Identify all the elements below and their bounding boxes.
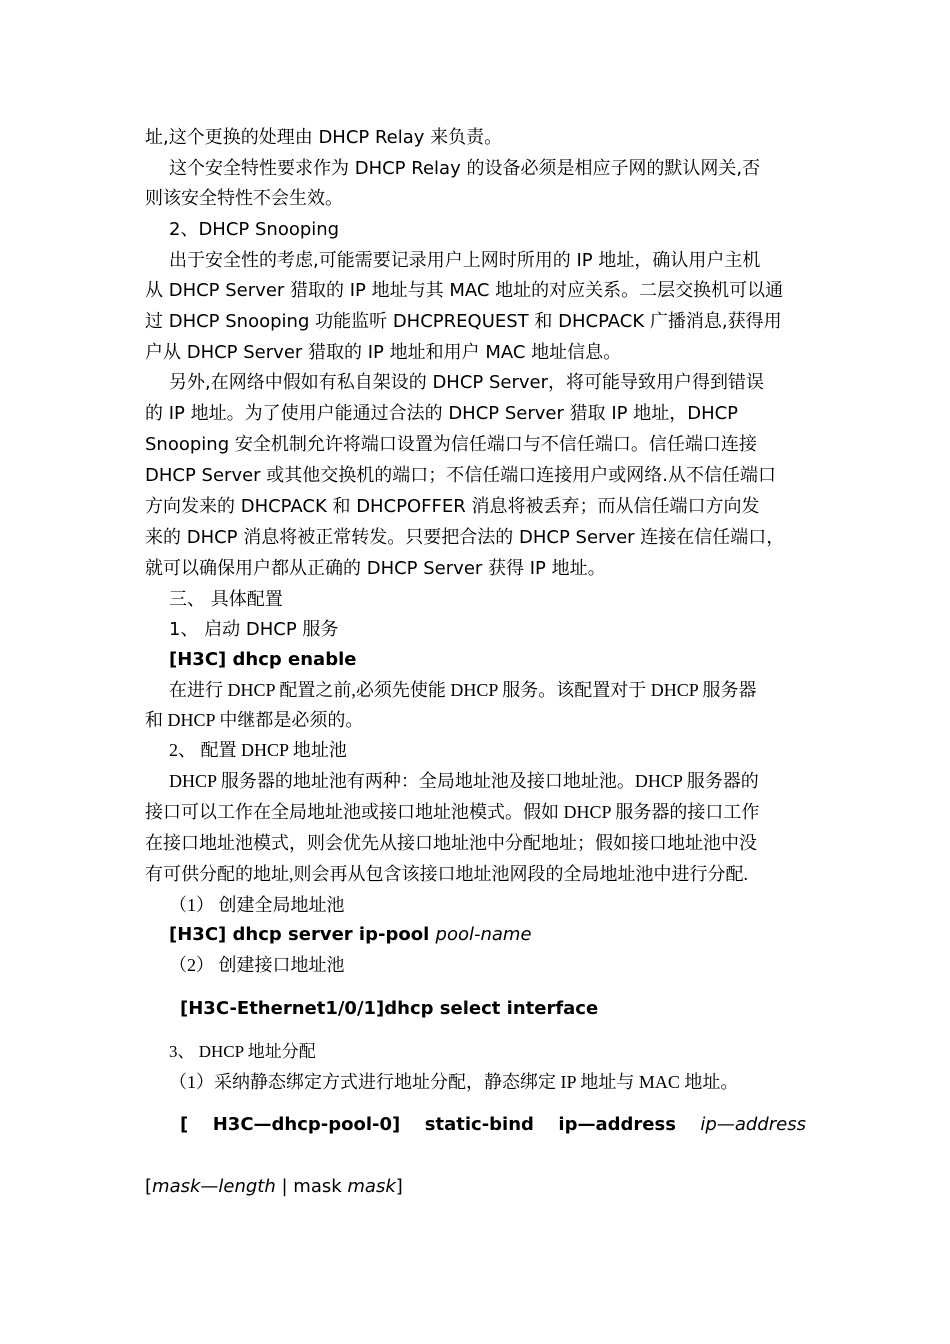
command-parameter: ip—address — [700, 1114, 806, 1135]
command-line: [H3C] dhcp enable — [169, 649, 357, 670]
command-line — [145, 1175, 403, 1199]
text-line: 则该安全特性不会生效。 — [145, 188, 343, 209]
text-line: DHCP Server 或其他交换机的端口；不信任端口连接用户或网络.从不信任端口 — [145, 465, 777, 486]
command-text: [ — [180, 1114, 189, 1135]
command-text: H3C—dhcp-pool-0] — [212, 1114, 401, 1135]
text-line: 从 DHCP Server 猎取的 IP 地址与其 MAC 地址的对应关系。二层交换机可以通 — [145, 280, 784, 301]
section-heading: 2、DHCP Snooping — [169, 219, 340, 240]
text-line: 址,这个更换的处理由 DHCP Relay 来负责。 — [145, 127, 503, 148]
command-line — [169, 923, 532, 947]
text-line: 另外,在网络中假如有私自架设的 DHCP Server，将可能导致用户得到错误 — [169, 372, 765, 393]
command-line: [H3C-Ethernet1/0/1]dhcp select interface — [180, 998, 599, 1019]
text-line: 在接口地址池模式，则会优先从接口地址池中分配地址；假如接口地址池中没 — [145, 833, 757, 853]
text-line: 方向发来的 DHCPACK 和 DHCPOFFER 消息将被丢弃；而从信任端口方向发 — [145, 496, 760, 517]
list-item-heading: （2） 创建接口地址池 — [169, 955, 345, 975]
command-text: ip—address — [558, 1114, 676, 1135]
text-line: 这个安全特性要求作为 DHCP Relay 的设备必须是相应子网的默认网关,否 — [169, 158, 761, 179]
text-line: Snooping 安全机制允许将端口设置为信任端口与不信任端口。信任端口连接 — [145, 434, 757, 455]
subsection-heading: 3、 DHCP 地址分配 — [169, 1042, 316, 1061]
list-item-heading: （1） 创建全局地址池 — [169, 895, 345, 915]
text-line: 户从 DHCP Server 猎取的 IP 地址和用户 MAC 地址信息。 — [145, 342, 622, 363]
text-line: 出于安全性的考虑,可能需要记录用户上网时所用的 IP 地址，确认用户主机 — [169, 250, 761, 271]
command-text: | mask — [275, 1176, 348, 1197]
subsection-heading: 1、 启动 DHCP 服务 — [169, 619, 339, 640]
command-text: [ — [145, 1176, 153, 1197]
section-heading: 三、 具体配置 — [169, 589, 283, 610]
text-line: DHCP 服务器的地址池有两种：全局地址池及接口地址池。DHCP 服务器的 — [169, 771, 759, 791]
command-text: [H3C] dhcp server ip-pool — [169, 924, 430, 945]
command-parameter: mask — [347, 1176, 396, 1197]
text-line: 接口可以工作在全局地址池或接口地址池模式。假如 DHCP 服务器的接口工作 — [145, 802, 760, 822]
text-line: 来的 DHCP 消息将被正常转发。只要把合法的 DHCP Server 连接在信任端口， — [145, 527, 785, 548]
command-line — [180, 1113, 806, 1137]
text-line: 有可供分配的地址,则会再从包含该接口地址池网段的全局地址池中进行分配. — [145, 864, 748, 884]
command-text: static-bind — [424, 1114, 534, 1135]
command-parameter: pool-name — [435, 924, 532, 945]
command-text: ] — [395, 1176, 403, 1197]
text-line: 就可以确保用户都从正确的 DHCP Server 获得 IP 地址。 — [145, 558, 606, 579]
text-line: （1）采纳静态绑定方式进行地址分配，静态绑定 IP 地址与 MAC 地址。 — [169, 1072, 739, 1092]
subsection-heading: 2、 配置 DHCP 地址池 — [169, 740, 347, 760]
text-line: 的 IP 地址。为了使用户能通过合法的 DHCP Server 猎取 IP 地址，DHCP — [145, 403, 739, 424]
text-line: 和 DHCP 中继都是必须的。 — [145, 710, 364, 730]
text-line: 在进行 DHCP 配置之前,必须先使能 DHCP 服务。该配置对于 DHCP 服务器 — [169, 680, 757, 700]
command-parameter: mask—length — [152, 1176, 276, 1197]
text-line: 过 DHCP Snooping 功能监听 DHCPREQUEST 和 DHCPACK 广播消息,获得用 — [145, 311, 782, 332]
